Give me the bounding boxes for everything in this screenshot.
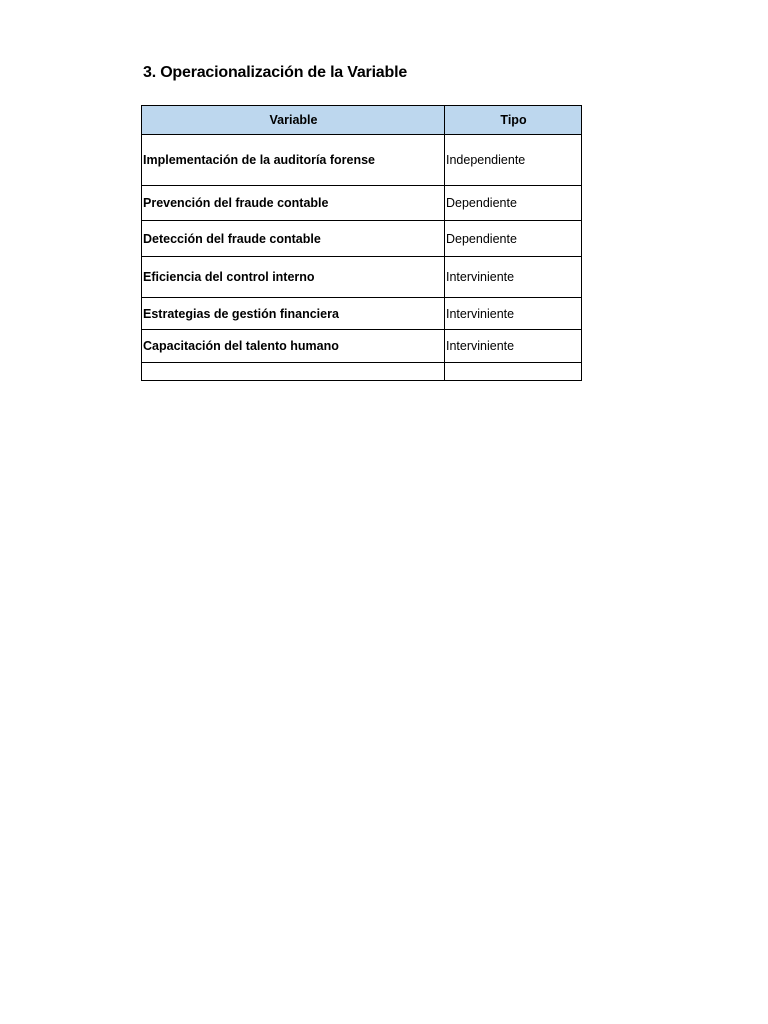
- cell-variable: Implementación de la auditoría forense: [142, 135, 445, 186]
- page-title: 3. Operacionalización de la Variable: [143, 64, 408, 81]
- cell-variable: Estrategias de gestión financiera: [142, 298, 445, 330]
- cell-variable: Detección del fraude contable: [142, 221, 445, 257]
- cell-tipo: Interviniente: [445, 257, 582, 298]
- header-variable: Variable: [142, 106, 445, 135]
- cell-variable: [142, 363, 445, 381]
- header-tipo: Tipo: [445, 106, 582, 135]
- table-row: [142, 257, 582, 298]
- table-row: [142, 221, 582, 257]
- table-row: [142, 186, 582, 221]
- cell-variable: Capacitación del talento humano: [142, 330, 445, 363]
- table-header-row: [142, 106, 582, 135]
- cell-tipo: Interviniente: [445, 298, 582, 330]
- table-row: [142, 330, 582, 363]
- cell-variable: Prevención del fraude contable: [142, 186, 445, 221]
- cell-variable: Eficiencia del control interno: [142, 257, 445, 298]
- cell-tipo: Interviniente: [445, 330, 582, 363]
- table-row: [142, 135, 582, 186]
- cell-tipo: Independiente: [445, 135, 582, 186]
- cell-tipo: Dependiente: [445, 186, 582, 221]
- cell-tipo: [445, 363, 582, 381]
- table-row: [142, 363, 582, 381]
- cell-tipo: Dependiente: [445, 221, 582, 257]
- table-row: [142, 298, 582, 330]
- variables-table: [141, 105, 582, 381]
